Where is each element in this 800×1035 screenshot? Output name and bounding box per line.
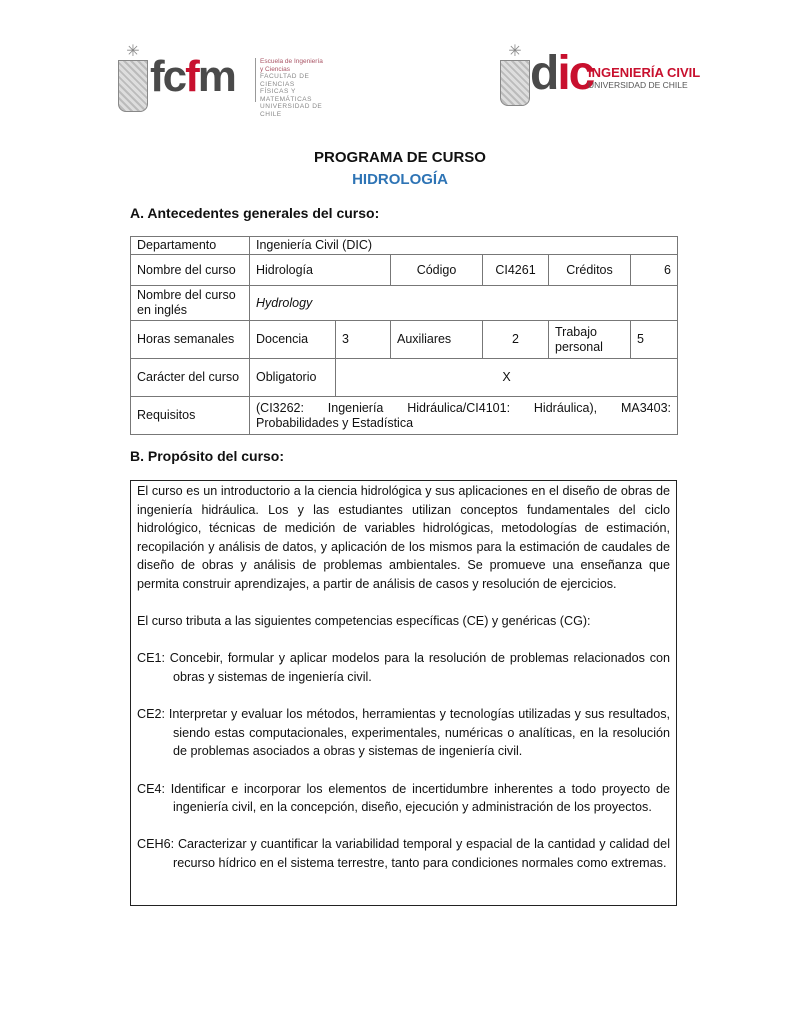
- university-crest-icon: [118, 60, 148, 112]
- nombre-label: Nombre del curso: [131, 255, 250, 286]
- departamento-label: Departamento: [131, 237, 250, 255]
- fcfm-line: FACULTAD DE CIENCIAS: [260, 73, 310, 88]
- purpose-paragraph: El curso es un introductorio a la ciencia hidrológica y sus aplicaciones en el diseño de obras de ingeniería hidráulica. Los y las estudiantes utilizan conceptos fundamentales del ciclo hidrológico, técnicas de medición de variables hidrológicas, metodologías de estimación, recopilación y análisis de datos, y aplicación de los mismos para la estimación de caudales de diseño de obras y análisis de problemas ambientales. Se promueve una enseñanza que permita construir aprendizajes, a partir de análisis de casos y resolución de ejercicios.: [137, 484, 670, 591]
- auxiliares-value: 2: [483, 321, 549, 359]
- page-title: PROGRAMA DE CURSO: [314, 149, 486, 166]
- dic-word-b: ic: [557, 47, 594, 100]
- fcfm-line: UNIVERSIDAD DE CHILE: [260, 103, 323, 118]
- departamento-value: Ingeniería Civil (DIC): [250, 237, 678, 255]
- fcfm-line: Escuela de Ingeniería: [260, 58, 323, 65]
- logo-divider: [255, 58, 256, 102]
- dic-wordmark: [530, 47, 594, 100]
- caracter-mark: X: [336, 359, 678, 397]
- competency-ce2: CE2: Interpretar y evaluar los métodos, herramientas y tecnologías utilizadas y sus resultados, siendo estas computacionales, experimentales, numéricas o analíticas, en la resolución de problemas asociados a obras y sistemas de ingeniería civil.: [137, 707, 670, 759]
- course-title: HIDROLOGÍA: [352, 171, 448, 188]
- fcfm-word-c: m: [197, 52, 235, 101]
- caracter-value: Obligatorio: [250, 359, 336, 397]
- fcfm-logo-text: [260, 58, 340, 118]
- nombre-ingles-label: Nombre del curso en inglés: [131, 286, 250, 321]
- creditos-label: Créditos: [549, 255, 631, 286]
- table-row: [131, 397, 678, 435]
- table-row: [131, 237, 678, 255]
- codigo-label: Código: [391, 255, 483, 286]
- requisitos-label: Requisitos: [131, 397, 250, 435]
- trabajo-value: 5: [631, 321, 678, 359]
- table-row: [131, 321, 678, 359]
- nombre-ingles-value: Hydrology: [250, 286, 678, 321]
- fcfm-word-a: fc: [150, 52, 186, 101]
- fcfm-wordmark: [150, 52, 235, 102]
- purpose-box: [130, 480, 677, 906]
- section-a-heading: A. Antecedentes generales del curso:: [130, 205, 380, 221]
- creditos-value: 6: [631, 255, 678, 286]
- codigo-value: CI4261: [483, 255, 549, 286]
- competency-ce1: CE1: Concebir, formular y aplicar modelos para la resolución de problemas relacionados con obras y sistemas de ingeniería civil.: [137, 651, 670, 684]
- sun-icon: ✳: [126, 43, 140, 60]
- dic-word-a: d: [530, 47, 558, 100]
- competency-ce4: CE4: Identificar e incorporar los elementos de incertidumbre inherentes a todo proyecto de ingeniería civil, en la concepción, diseño, ejecución y administración de los proyectos.: [137, 781, 670, 815]
- nombre-value: Hidrología: [250, 255, 391, 286]
- fcfm-line: FÍSICAS Y MATEMÁTICAS: [260, 88, 312, 103]
- caracter-label: Carácter del curso: [131, 359, 250, 397]
- dic-logo: [500, 44, 530, 106]
- docencia-label: Docencia: [250, 321, 336, 359]
- table-row: [131, 255, 678, 286]
- horas-label: Horas semanales: [131, 321, 250, 359]
- fcfm-word-b: f: [185, 52, 198, 101]
- dic-logo-subtitle: UNIVERSIDAD DE CHILE: [588, 80, 688, 90]
- fcfm-logo: [118, 44, 148, 112]
- competencies-intro: El curso tributa a las siguientes competencias específicas (CE) y genéricas (CG):: [137, 614, 591, 629]
- dic-logo-title: INGENIERÍA CIVIL: [588, 65, 701, 80]
- auxiliares-label: Auxiliares: [391, 321, 483, 359]
- docencia-value: 3: [336, 321, 391, 359]
- university-crest-icon: [500, 60, 530, 106]
- fcfm-line: y Ciencias: [260, 65, 290, 73]
- course-info-table: [130, 236, 678, 435]
- section-b-heading: B. Propósito del curso:: [130, 448, 285, 464]
- trabajo-label: Trabajo personal: [549, 321, 631, 359]
- requisitos-value: (CI3262: Ingeniería Hidráulica/CI4101: Hidráulica), MA3403: Probabilidades y Estadística: [250, 397, 678, 435]
- table-row: [131, 286, 678, 321]
- competency-ceh6: CEH6: Caracterizar y cuantificar la variabilidad temporal y espacial de la cantidad y calidad del recurso hídrico en el sistema terrestre, tanto para condiciones normales como extremas.: [137, 837, 670, 870]
- table-row: [131, 359, 678, 397]
- sun-icon: ✳: [508, 43, 522, 60]
